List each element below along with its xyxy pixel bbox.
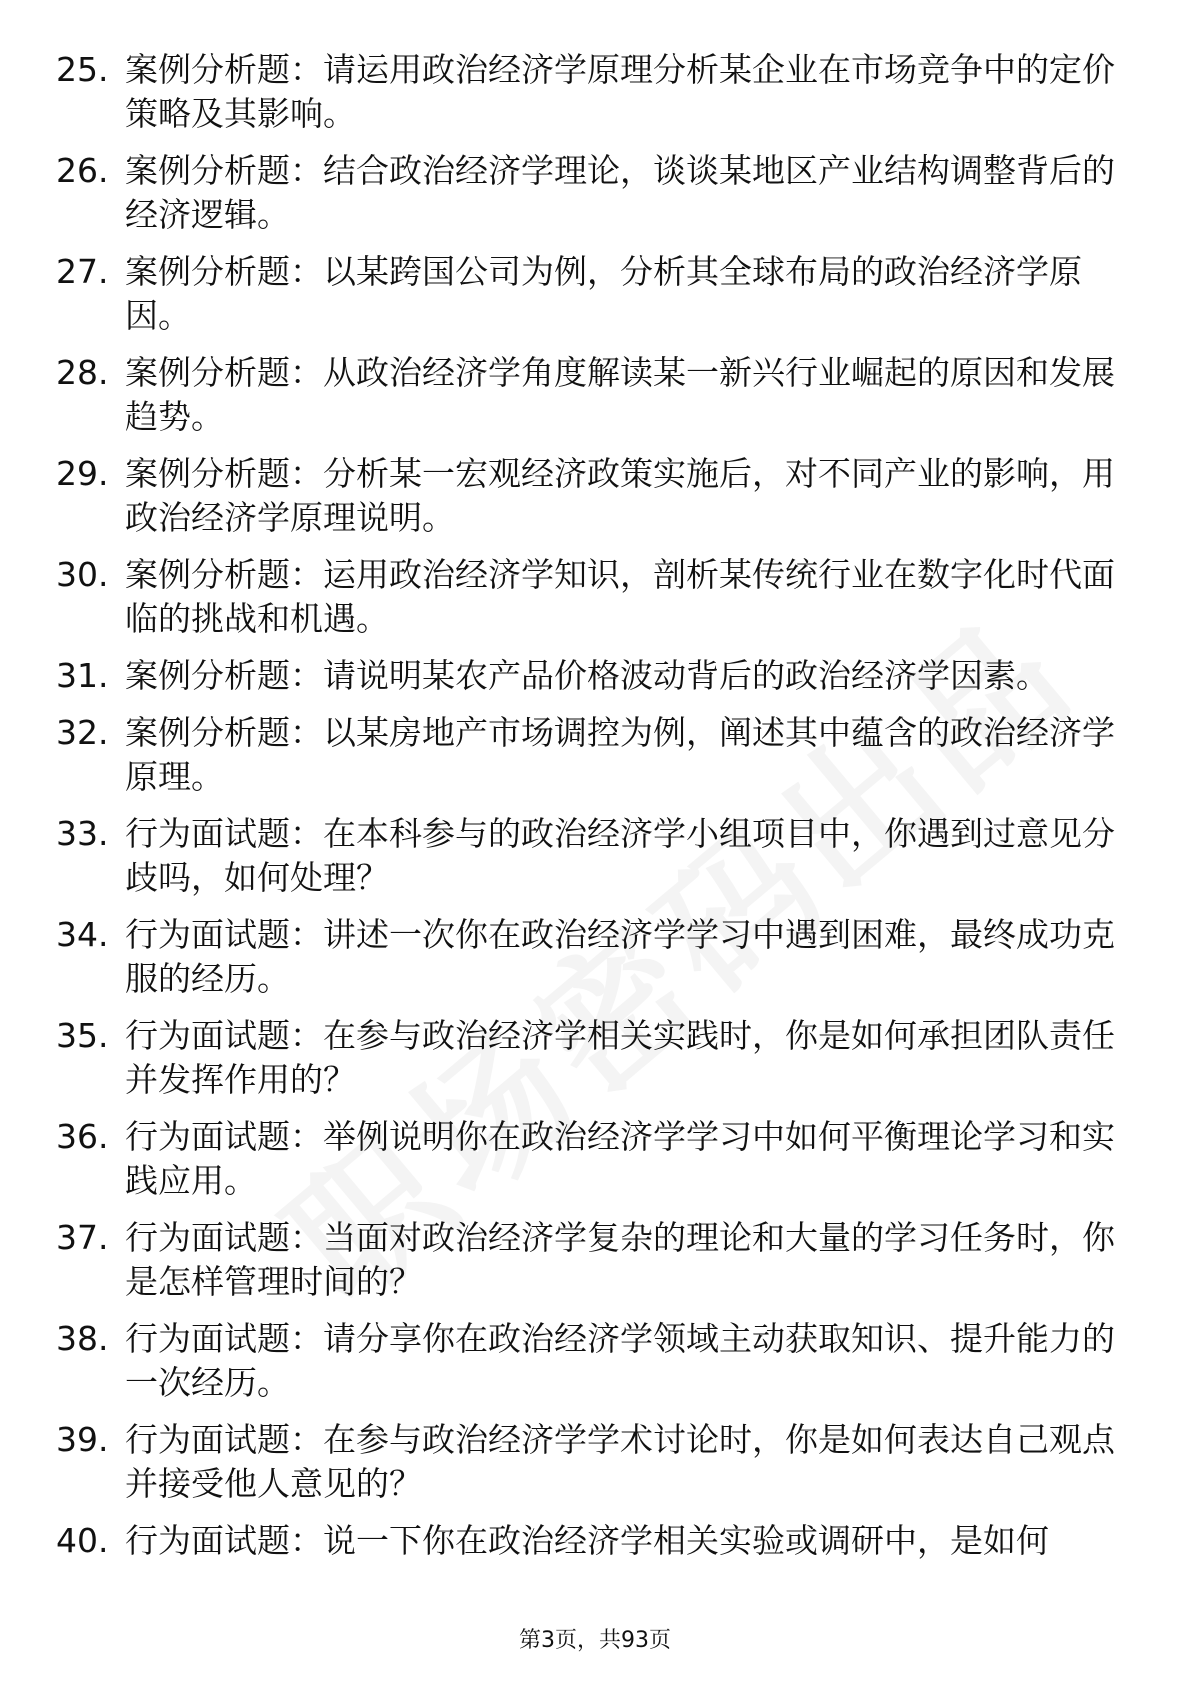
question-list <box>56 48 1116 1576</box>
question-text: 行为面试题：当面对政治经济学复杂的理论和大量的学习任务时，你是怎样管理时间的？ <box>125 1218 1115 1301</box>
question-number: 38. <box>56 1319 109 1358</box>
question-item <box>56 812 1116 900</box>
question-text: 案例分析题：结合政治经济学理论，谈谈某地区产业结构调整背后的经济逻辑。 <box>125 151 1115 234</box>
question-number: 39. <box>56 1420 109 1459</box>
question-number: 30. <box>56 555 109 594</box>
question-item <box>56 351 1116 439</box>
question-number: 28. <box>56 353 109 392</box>
question-number: 34. <box>56 915 109 954</box>
question-item <box>56 1418 1116 1506</box>
question-number: 32. <box>56 713 109 752</box>
question-text: 行为面试题：说一下你在政治经济学相关实验或调研中，是如何 <box>125 1521 1049 1560</box>
question-item <box>56 654 1116 698</box>
page-footer: 第3页，共93页 <box>519 1628 671 1653</box>
question-item <box>56 452 1116 540</box>
question-number: 27. <box>56 252 109 291</box>
question-text: 案例分析题：从政治经济学角度解读某一新兴行业崛起的原因和发展趋势。 <box>125 353 1115 436</box>
question-number: 40. <box>56 1521 109 1560</box>
question-text: 行为面试题：讲述一次你在政治经济学学习中遇到困难，最终成功克服的经历。 <box>125 915 1115 998</box>
question-text: 行为面试题：请分享你在政治经济学领域主动获取知识、提升能力的一次经历。 <box>125 1319 1115 1402</box>
question-text: 行为面试题：在本科参与的政治经济学小组项目中，你遇到过意见分歧吗，如何处理？ <box>125 814 1115 897</box>
question-text: 案例分析题：分析某一宏观经济政策实施后，对不同产业的影响，用政治经济学原理说明。 <box>125 454 1115 537</box>
question-item <box>56 1115 1116 1203</box>
question-text: 案例分析题：以某房地产市场调控为例，阐述其中蕴含的政治经济学原理。 <box>125 713 1115 796</box>
question-text: 行为面试题：在参与政治经济学相关实践时，你是如何承担团队责任并发挥作用的？ <box>125 1016 1115 1099</box>
question-number: 26. <box>56 151 109 190</box>
question-number: 31. <box>56 656 109 695</box>
question-number: 29. <box>56 454 109 493</box>
question-item <box>56 913 1116 1001</box>
question-number: 33. <box>56 814 109 853</box>
question-text: 案例分析题：请运用政治经济学原理分析某企业在市场竞争中的定价策略及其影响。 <box>125 50 1115 133</box>
question-item <box>56 1014 1116 1102</box>
question-item <box>56 553 1116 641</box>
question-item <box>56 1317 1116 1405</box>
question-text: 案例分析题：请说明某农产品价格波动背后的政治经济学因素。 <box>125 656 1049 695</box>
question-item <box>56 711 1116 799</box>
question-text: 行为面试题：举例说明你在政治经济学学习中如何平衡理论学习和实践应用。 <box>125 1117 1115 1200</box>
question-text: 案例分析题：运用政治经济学知识，剖析某传统行业在数字化时代面临的挑战和机遇。 <box>125 555 1115 638</box>
question-text: 案例分析题：以某跨国公司为例，分析其全球布局的政治经济学原因。 <box>125 252 1082 335</box>
question-number: 35. <box>56 1016 109 1055</box>
question-item <box>56 1519 1116 1563</box>
question-item <box>56 48 1116 136</box>
question-text: 行为面试题：在参与政治经济学学术讨论时，你是如何表达自己观点并接受他人意见的？ <box>125 1420 1115 1503</box>
question-item <box>56 149 1116 237</box>
question-number: 37. <box>56 1218 109 1257</box>
question-number: 25. <box>56 50 109 89</box>
question-number: 36. <box>56 1117 109 1156</box>
question-item <box>56 1216 1116 1304</box>
question-item <box>56 250 1116 338</box>
